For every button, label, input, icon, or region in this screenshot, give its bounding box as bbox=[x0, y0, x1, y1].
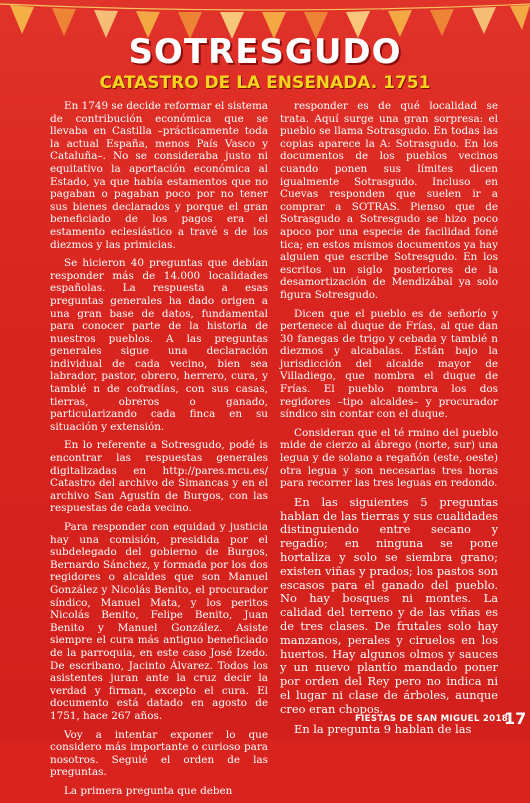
paragraph: Dicen que el pueblo es de señorío y pertenece al duque de Frías, al que dan 30 fanegas de trigo y cebada y tambié n diezmos y alcabalas. Están bajo la jurisdicción del alcalde mayor de Villadiego, que nombra el duque de Frías. El pueblo nombra los dos regidores –tipo alcaldes– y procurador síndico sin contar con el duque. bbox=[280, 307, 498, 421]
article-right-column bbox=[280, 100, 498, 742]
page-subtitle: CATASTRO DE LA ENSENADA. 1751 bbox=[99, 73, 431, 93]
paragraph: Para responder con equidad y justicia hay una comisión, presidida por el subdelegado del gobierno de Burgos, Bernardo Sánchez, y formada por los dos regidores o alcaldes que son Manuel González y Nicolás Benito, el procurador síndico, Manuel Mata, y los peritos Nicolás Benito, Felipe Benito, Juan Benito y Manuel González. Asiste siempre el cura más antiguo beneficiado de la parroquia, en este caso José Izedo. De escribano, Jacinto Álvarez. Todos los asistentes juran ante la cruz decir la verdad y firman, excepto el cura. El documento está datado en agosto de 1751, hace 267 años. bbox=[50, 521, 268, 722]
paragraph: responder es de qué localidad se trata. Aquí surge una gran sorpresa: el pueblo se llama Sotrasgudo. En todas las copias aparece la A: Sotrasgudo. En los documentos de los pueblos vecinos cuando ponen sus límites dicen igualmente Sotrasgudo. Incluso en Cuevas responden que suelen ir a comprar a SOTRAS. Pienso que de Sotrasgudo a Sotresgudo se hizo poco apoco por una especie de facilidad foné tica; en estos mismos documentos ya hay alguien que escribe Sotresgudo. En los escritos un siglo posteriores de la desamortización de Mendizábal ya solo figura Sotresgudo. bbox=[280, 100, 498, 301]
article-left-column bbox=[50, 100, 268, 803]
page-number: 17 bbox=[504, 709, 527, 728]
paragraph: La primera pregunta que deben bbox=[64, 784, 233, 797]
paragraph: Voy a intentar exponer lo que considero más importante o curioso para nosotros. Seguié el orden de las preguntas. bbox=[50, 728, 268, 779]
paragraph: En 1749 se decide reformar el sistema de contribución económica que se llevaba en Castilla –prácticamente toda la actual España, menos País Vasco y Cataluña–. No se consideraba justo ni equitativo la aportación económica al Estado, ya que había estamentos que no pagaban o pagaban poco por no tener sus bienes declarados y porque el gran beneficiado de los pagos era el estamento eclesiástico a travé s de los diezmos y las primicias. bbox=[50, 100, 268, 251]
paragraph: En la pregunta 9 hablan de las bbox=[294, 721, 472, 736]
paragraph: En lo referente a Sotresgudo, podé is encontrar las respuestas generales digitalizadas en http://pares.mcu.es/ Catastro del archivo de Simancas y en el archivo San Agustín de Burgos, con las respuestas de cada vecino. bbox=[50, 439, 268, 515]
publication-footer: FIESTAS DE SAN MIGUEL 2018 bbox=[355, 714, 509, 724]
paragraph: En las siguientes 5 preguntas hablan de las tierras y sus cualidades distinguiendo entre secano y regadío; en ninguna se pone hortaliza y solo se siembra grano; existen viñas y prados; los pastos son escasos para el ganado del pueblo. No hay bosques ni montes. La calidad del terreno y de las viñas es de tres clases. De frutales solo hay manzanos, perales y ciruelos en los huertos. Hay algunos olmos y sauces y un nuevo plantío mandado poner por orden del Rey pero no indica ni el lugar ni clase de árboles, aunque creo eran chopos. bbox=[280, 494, 498, 716]
paragraph: Se hicieron 40 preguntas que debían responder más de 14.000 localidades españolas. La respuesta a esas preguntas generales ha dado origen a una gran base de datos, fundamental para conocer parte de la historia de nuestros pueblos. A las preguntas generales sigue una declaración individual de cada vecino, bien sea labrador, pastor, obrero, herrero, cura, y tambié n de cofradías, con sus casas, tierras, obreros o ganado, particularizando cada finca en su situación y extensión. bbox=[50, 257, 268, 433]
paragraph: Consideran que el té rmino del pueblo mide de cierzo al ábrego (norte, sur) una legua y de solano a regañón (este, oeste) otra legua y son necesarias tres horas para recorrer las tres leguas en redondo. bbox=[280, 426, 498, 490]
page-title: SOTRESGUDO bbox=[128, 32, 402, 72]
